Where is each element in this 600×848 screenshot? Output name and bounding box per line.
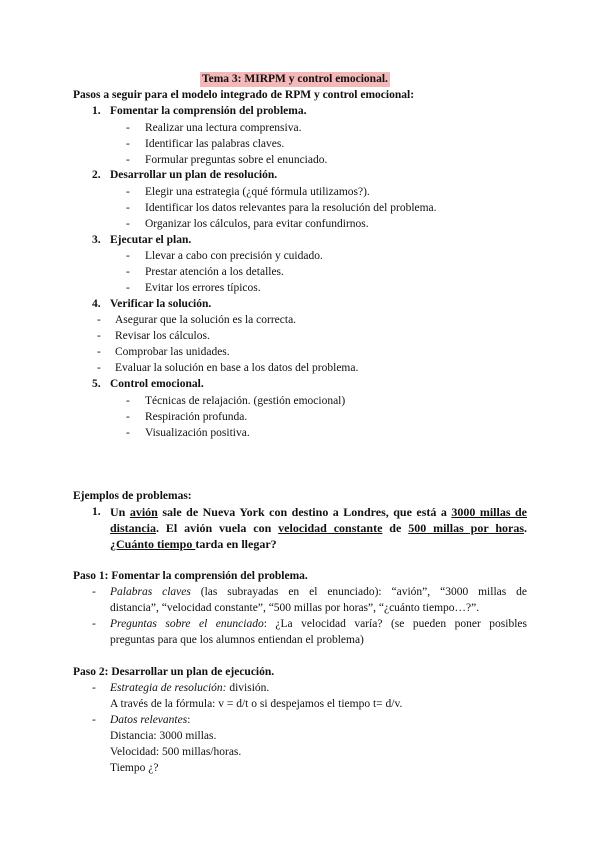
- bullet-dash: -: [97, 314, 101, 326]
- bullet-dash: -: [126, 138, 130, 150]
- bullet-dash: -: [92, 682, 96, 694]
- keyword-distance-1: 3000 millas de: [451, 505, 527, 519]
- step-item: Técnicas de relajación. (gestión emocional): [145, 395, 346, 407]
- step-label: Ejecutar el plan.: [110, 234, 192, 246]
- paso2-item-a-line2: A través de la fórmula: v = d/t o si despejamos el tiempo t= d/v.: [110, 698, 403, 710]
- bullet-dash: -: [126, 202, 130, 214]
- step-item: Identificar las palabras claves.: [145, 138, 285, 150]
- step-item: Elegir una estrategia (¿qué fórmula utilizamos?).: [145, 186, 370, 198]
- step-item: Visualización positiva.: [145, 427, 250, 439]
- step-number: 2.: [92, 169, 101, 181]
- bullet-dash: -: [126, 186, 130, 198]
- step-number: 4.: [92, 298, 101, 310]
- bullet-dash: -: [92, 714, 96, 726]
- step-item: Realizar una lectura comprensiva.: [145, 122, 302, 134]
- keyword-distance-2: distancia: [110, 521, 157, 535]
- step-item: Formular preguntas sobre el enunciado.: [145, 154, 328, 166]
- step-item: Evitar los errores típicos.: [145, 282, 261, 294]
- step-item: Asegurar que la solución es la correcta.: [115, 314, 297, 326]
- step-number: 5.: [92, 378, 101, 390]
- step-item: Prestar atención a los detalles.: [145, 266, 284, 278]
- keyword-velocity: velocidad constante: [278, 521, 383, 535]
- bullet-dash: -: [126, 266, 130, 278]
- bullet-dash: -: [126, 411, 130, 423]
- bullet-dash: -: [126, 395, 130, 407]
- bullet-dash: -: [97, 346, 101, 358]
- keyword-avion: avión: [129, 505, 158, 519]
- step-item: Llevar a cabo con precisión y cuidado.: [145, 250, 323, 262]
- keyword-mph: 500 millas por horas: [408, 521, 525, 535]
- step-label: Fomentar la comprensión del problema.: [110, 105, 307, 117]
- step-item: Comprobar las unidades.: [115, 346, 230, 358]
- paso2-heading: Paso 2: Desarrollar un plan de ejecución.: [73, 666, 275, 678]
- step-item: Evaluar la solución en base a los datos del problema.: [115, 362, 359, 374]
- keyword-question: ¿Cuánto tiempo: [110, 537, 196, 551]
- data-distance: Distancia: 3000 millas.: [110, 730, 217, 742]
- bullet-dash: -: [126, 427, 130, 439]
- paso2-item-a: Estrategia de resolución: división.: [110, 682, 270, 694]
- step-item: Identificar los datos relevantes para la resolución del problema.: [145, 202, 437, 214]
- page-title: Tema 3: MIRPM y control emocional.: [202, 73, 388, 85]
- step-item: Respiración profunda.: [145, 411, 248, 423]
- bullet-dash: -: [97, 330, 101, 342]
- step-label: Verificar la solución.: [110, 298, 212, 310]
- step-item: Revisar los cálculos.: [115, 330, 210, 342]
- step-number: 3.: [92, 234, 101, 246]
- paso1-heading: Paso 1: Fomentar la comprensión del problema.: [73, 570, 308, 582]
- step-label: Control emocional.: [110, 378, 204, 390]
- paso1-item-a-line1: Palabras claves (las subrayadas en el enunciado): “avión”, “3000 millas de: [110, 586, 528, 598]
- bullet-dash: -: [126, 250, 130, 262]
- step-number: 1.: [92, 105, 101, 117]
- step-item: Organizar los cálculos, para evitar confundirnos.: [145, 218, 369, 230]
- bullet-dash: -: [97, 362, 101, 374]
- problem-number: 1.: [92, 506, 101, 518]
- data-time: Tiempo ¿?: [110, 762, 159, 774]
- problem-line-2: distancia. El avión vuela con velocidad constante de 500 millas por horas.: [110, 521, 528, 535]
- paso1-item-a-line2: distancia”, “velocidad constante”, “500 millas por horas”, “¿cuánto tiempo…?”.: [110, 602, 480, 614]
- bullet-dash: -: [126, 218, 130, 230]
- bullet-dash: -: [126, 282, 130, 294]
- intro-heading: Pasos a seguir para el modelo integrado de RPM y control emocional:: [73, 89, 415, 101]
- bullet-dash: -: [92, 586, 96, 598]
- bullet-dash: -: [126, 122, 130, 134]
- problem-line-3: ¿Cuánto tiempo tarda en llegar?: [110, 537, 277, 551]
- step-label: Desarrollar un plan de resolución.: [110, 169, 278, 181]
- data-velocity: Velocidad: 500 millas/horas.: [110, 746, 242, 758]
- bullet-dash: -: [126, 154, 130, 166]
- paso1-item-b-line2: preguntas para que los alumnos entiendan el problema): [110, 634, 364, 646]
- examples-heading: Ejemplos de problemas:: [73, 490, 192, 502]
- problem-line-1: Un avión sale de Nueva York con destino a Londres, que está a 3000 millas de: [110, 505, 527, 519]
- paso2-item-b: Datos relevantes:: [110, 714, 191, 726]
- bullet-dash: -: [92, 618, 96, 630]
- paso1-item-b-line1: Preguntas sobre el enunciado: ¿La velocidad varía? (se pueden poner posibles: [110, 618, 527, 630]
